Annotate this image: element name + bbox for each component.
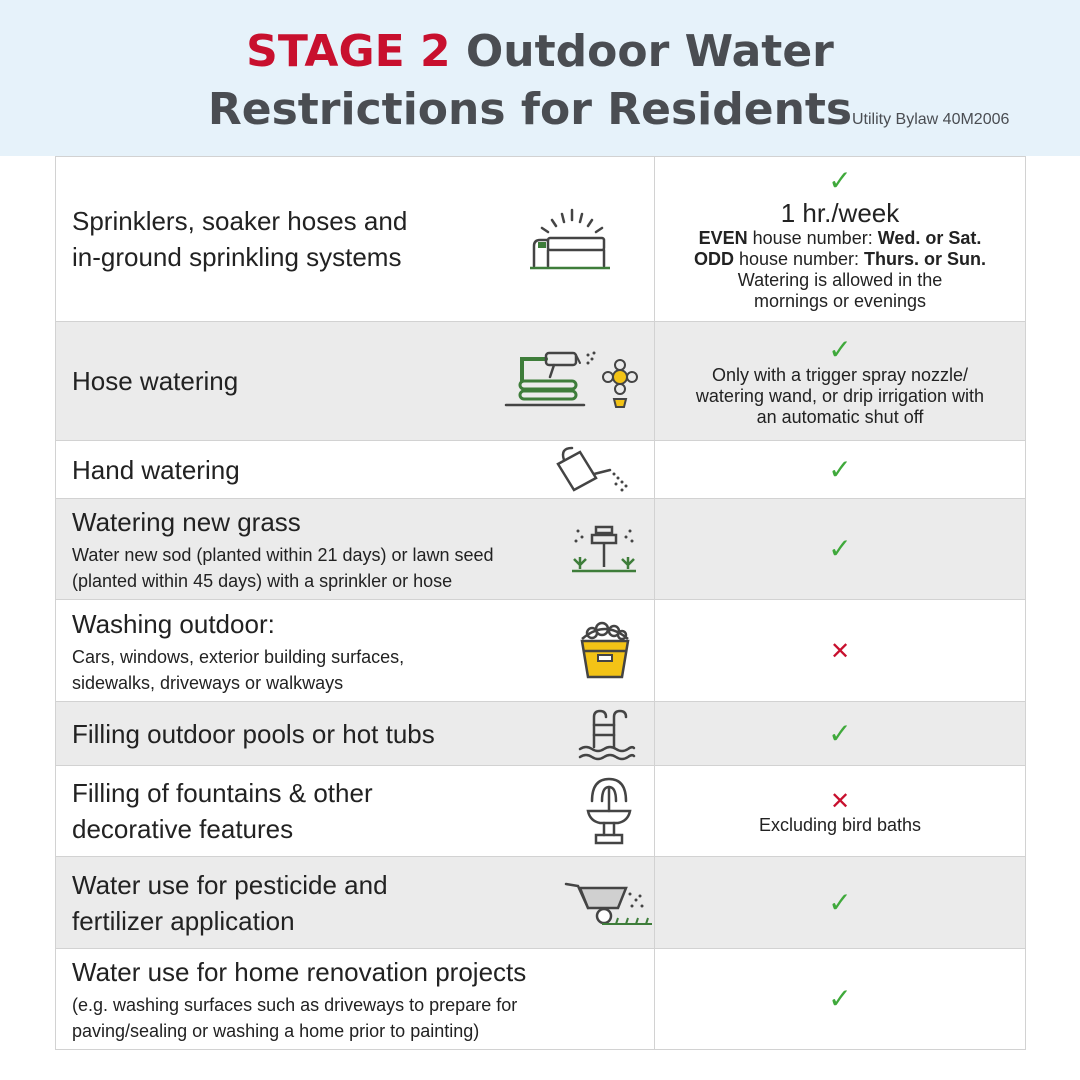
activity-subtitle: Water new sod (planted within 21 days) or lawn seed (72, 545, 494, 565)
schedule-note: mornings or evenings (753, 291, 927, 311)
not-allowed-x-icon: ✕ (829, 636, 851, 665)
activity-cell (56, 766, 655, 857)
activity-title: Washing outdoor: (72, 608, 275, 639)
even-schedule: EVEN house number: Wed. or Sat. (698, 228, 982, 248)
status-cell (655, 499, 1026, 600)
bylaw-reference: Utility Bylaw 40M2006 (852, 111, 1010, 128)
restrictions-table (55, 156, 1026, 1050)
allowed-check-icon: ✓ (828, 452, 852, 486)
activity-title: Watering new grass (72, 507, 301, 537)
status-cell (655, 600, 1026, 702)
activity-title-line: decorative features (72, 814, 294, 844)
activity-cell (56, 702, 655, 766)
status-note: an automatic shut off (756, 406, 924, 427)
status-note: Excluding bird baths (758, 814, 922, 835)
pool-ladder-icon (578, 707, 636, 761)
allowed-check-icon: ✓ (828, 532, 852, 565)
status-cell (655, 949, 1026, 1050)
status-cell (655, 857, 1026, 949)
activity-title-line: Water use for pesticide and (72, 869, 388, 900)
allowed-check-icon: ✓ (828, 982, 852, 1015)
watering-hours: 1 hr./week (780, 198, 900, 228)
table-row (56, 857, 1026, 949)
activity-subtitle: (e.g. washing surfaces such as driveways to prepare for (72, 995, 518, 1015)
table-row (56, 702, 1026, 766)
page-title-line-1 (0, 26, 1080, 77)
activity-title-line: fertilizer application (72, 905, 295, 936)
allowed-check-icon: ✓ (828, 332, 852, 366)
activity-subtitle: (planted within 45 days) with a sprinkler or hose (72, 571, 453, 591)
activity-subtitle: sidewalks, driveways or walkways (72, 672, 344, 693)
activity-cell (56, 157, 655, 322)
activity-subtitle: Cars, windows, exterior building surfaces, (72, 646, 405, 667)
activity-title-line: Filling of fountains & other (72, 778, 373, 808)
activity-title: Hand watering (72, 454, 240, 485)
status-note: watering wand, or drip irrigation with (695, 385, 985, 406)
status-cell (655, 157, 1026, 322)
schedule-note: Watering is allowed in the (737, 270, 943, 290)
status-cell (655, 766, 1026, 857)
bucket-icon (578, 621, 632, 681)
activity-title: Hose watering (72, 366, 239, 396)
odd-schedule: ODD house number: Thurs. or Sun. (693, 249, 987, 269)
activity-cell (56, 322, 655, 441)
status-cell (655, 702, 1026, 766)
table-row (56, 766, 1026, 857)
table-row (56, 157, 1026, 322)
status-note: Only with a trigger spray nozzle/ (711, 364, 969, 385)
watering-can-icon (550, 444, 636, 496)
lawn-sprinkler-icon (572, 521, 638, 577)
status-cell (655, 441, 1026, 499)
page-title-line-2: Restrictions for Residents (207, 84, 853, 135)
table-row (56, 322, 1026, 441)
status-cell (655, 322, 1026, 441)
fountain-icon (584, 775, 634, 847)
activity-cell (56, 499, 655, 600)
activity-cell (56, 857, 655, 949)
table-row (56, 600, 1026, 702)
activity-cell (56, 600, 655, 702)
sprinkler-icon (526, 204, 612, 274)
not-allowed-x-icon: ✕ (829, 786, 851, 815)
activity-title: Water use for home renovation projects (72, 957, 527, 987)
stage-label: STAGE 2 (246, 26, 451, 77)
allowed-check-icon: ✓ (828, 164, 852, 197)
header-banner (0, 0, 1080, 156)
activity-cell (56, 949, 655, 1050)
allowed-check-icon: ✓ (828, 885, 852, 919)
allowed-check-icon: ✓ (828, 716, 852, 750)
wheelbarrow-icon (564, 878, 652, 928)
activity-title-line: Sprinklers, soaker hoses and (72, 206, 408, 236)
activity-cell (56, 441, 655, 499)
title-rest: Outdoor Water (450, 26, 834, 77)
activity-subtitle: paving/sealing or washing a home prior to painting) (72, 1021, 480, 1041)
activity-title: Filling outdoor pools or hot tubs (72, 718, 435, 749)
activity-title-line: in-ground sprinkling systems (72, 242, 402, 272)
table-row (56, 441, 1026, 499)
hose-reel-icon (504, 349, 644, 413)
table-row (56, 499, 1026, 600)
table-row (56, 949, 1026, 1050)
